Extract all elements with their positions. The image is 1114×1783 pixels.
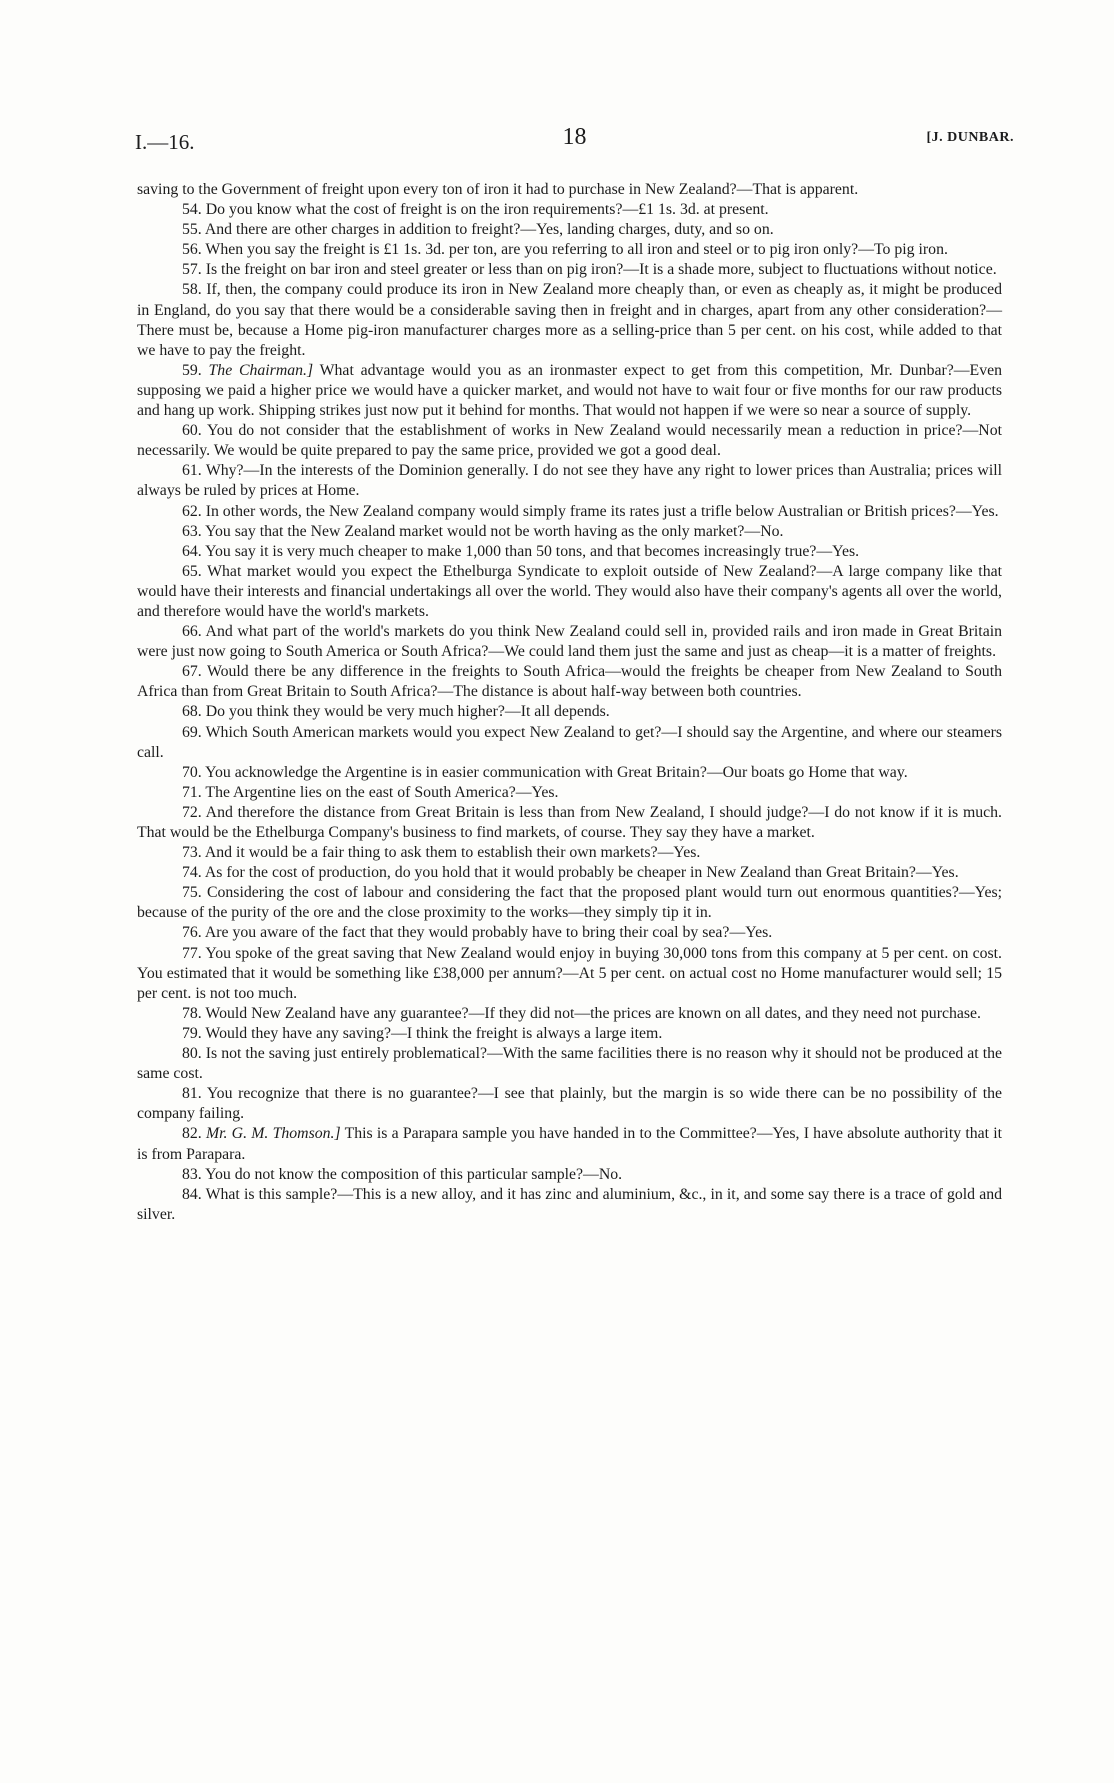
question-number: 56. (182, 241, 202, 259)
question-number: 61. (182, 462, 202, 480)
question-number: 54. (182, 201, 202, 219)
paragraph-text: And there are other charges in addition to freight?—Yes, landing charges, duty, and so on. (204, 221, 774, 239)
question-number: 76. (182, 924, 202, 942)
paragraph-text: Are you aware of the fact that they would probably have to bring their coal by sea?—Yes. (204, 924, 773, 942)
paragraph-text: You recognize that there is no guarantee?—I see that plainly, but the margin is so wide there can be no possibility of the company failing. (137, 1085, 1002, 1123)
paragraph-text: Is the freight on bar iron and steel greater or less than on pig iron?—It is a shade more, subject to fluctuations without notice. (205, 261, 997, 279)
transcript-paragraph (137, 522, 1002, 542)
transcript-paragraph (137, 562, 1002, 622)
transcript-paragraph (137, 883, 1002, 923)
transcript-paragraph (137, 723, 1002, 763)
transcript-paragraph (137, 662, 1002, 702)
question-number: 62. (182, 502, 202, 520)
page-header (135, 124, 1014, 160)
transcript-paragraph (137, 180, 1002, 200)
transcript-paragraph (137, 240, 1002, 260)
question-number: 78. (182, 1004, 202, 1022)
speaker-name: Mr. G. M. Thomson.] (205, 1125, 341, 1143)
question-number: 69. (182, 723, 202, 741)
paragraph-text: saving to the Government of freight upon every ton of iron it had to purchase in New Zealand?—That is apparent. (137, 181, 859, 198)
paragraph-text: When you say the freight is £1 1s. 3d. per ton, are you referring to all iron and steel or to pig iron only?—To pig iron. (205, 241, 948, 259)
transcript-paragraph (137, 260, 1002, 280)
paragraph-text: What is this sample?—This is a new alloy, and it has zinc and aluminium, &c., in it, and some say there is a trace of gold and silver. (137, 1185, 1002, 1223)
question-number: 75. (182, 884, 202, 902)
paragraph-text: Would there be any difference in the freights to South Africa—would the freights be cheaper from New Zealand to South Africa than from Great Britain to South Africa?—The distance is about half-way between both countries. (137, 663, 1002, 701)
question-number: 71. (182, 783, 202, 801)
transcript-paragraph (137, 461, 1002, 501)
question-number: 80. (182, 1045, 202, 1063)
paragraph-text: And therefore the distance from Great Britain is less than from New Zealand, I should judge?—I do not know if it is much. That would be the Ethelburga Company's business to find markets, of course. They say they have a market. (137, 803, 1002, 841)
question-number: 64. (182, 542, 202, 560)
transcript-paragraph (137, 220, 1002, 240)
question-number: 65. (182, 562, 202, 580)
transcript-paragraph (137, 542, 1002, 562)
transcript-paragraph (137, 1084, 1002, 1124)
paragraph-text: You do not consider that the establishment of works in New Zealand would necessarily mean a reduction in price?—Not necessarily. We would be quite prepared to pay the same price, provided we got a good deal. (137, 422, 1002, 460)
parliamentary-paper-code: I.—16. (135, 130, 195, 154)
question-number: 83. (182, 1165, 202, 1183)
question-number: 59. (182, 361, 202, 379)
question-number: 77. (182, 944, 202, 962)
paragraph-text: Do you think they would be very much higher?—It all depends. (205, 703, 610, 721)
question-number: 70. (182, 763, 202, 781)
paragraph-text: Would they have any saving?—I think the freight is always a large item. (205, 1024, 663, 1042)
question-number: 67. (182, 663, 202, 681)
page-number: 18 (562, 124, 587, 150)
question-number: 63. (182, 522, 202, 540)
transcript-paragraph (137, 1165, 1002, 1185)
transcript-paragraph (137, 1124, 1002, 1164)
transcript-paragraph (137, 803, 1002, 843)
question-number: 81. (182, 1085, 202, 1103)
paragraph-text: You say that the New Zealand market would not be worth having as the only market?—No. (205, 522, 784, 540)
paragraph-text: Is not the saving just entirely problematical?—With the same facilities there is no reason why it should not be produced at the same cost. (137, 1045, 1002, 1083)
transcript-paragraph (137, 763, 1002, 783)
transcript-paragraph (137, 783, 1002, 803)
paragraph-text: And what part of the world's markets do you think New Zealand could sell in, provided rails and iron made in Great Britain were just now going to South America or South Africa?—We could land them just the same and just as cheap—it is a matter of freights. (137, 623, 1002, 661)
question-number: 55. (182, 221, 202, 239)
transcript-paragraph (137, 1185, 1002, 1225)
paragraph-text: Which South American markets would you expect New Zealand to get?—I should say the Argentine, and where our steamers call. (137, 723, 1002, 761)
paragraph-text: In other words, the New Zealand company would simply frame its rates just a trifle below Australian or British prices?—Yes. (205, 502, 999, 520)
transcript-paragraph (137, 361, 1002, 421)
paragraph-text: You spoke of the great saving that New Zealand would enjoy in buying 30,000 tons from this company at 5 per cent. on cost. You estimated that it would be something like £38,000 per annum?—At 5 per cent. on actual cost no Home manufacturer would sell; 15 per cent. is not too much. (137, 944, 1002, 1002)
transcript-paragraph (137, 421, 1002, 461)
transcript-paragraph (137, 843, 1002, 863)
transcript-paragraph (137, 702, 1002, 722)
question-number: 82. (182, 1125, 202, 1143)
question-number: 79. (182, 1024, 202, 1042)
transcript-paragraph (137, 923, 1002, 943)
transcript-paragraph (137, 944, 1002, 1004)
question-number: 66. (182, 623, 202, 641)
witness-name: [J. DUNBAR. (926, 130, 1014, 145)
transcript-paragraph (137, 1004, 1002, 1024)
transcript-paragraph (137, 1024, 1002, 1044)
paragraph-text: You say it is very much cheaper to make 1,000 than 50 tons, and that becomes increasingly true?—Yes. (205, 542, 860, 560)
transcript-paragraph (137, 863, 1002, 883)
transcript-paragraph (137, 622, 1002, 662)
paragraph-text: Would New Zealand have any guarantee?—If they did not—the prices are known on all dates, and they need not purchase. (205, 1004, 981, 1022)
transcript-paragraph (137, 280, 1002, 360)
paragraph-text: You do not know the composition of this particular sample?—No. (205, 1165, 623, 1183)
question-number: 60. (182, 422, 202, 440)
question-number: 68. (182, 703, 202, 721)
paragraph-text: You acknowledge the Argentine is in easier communication with Great Britain?—Our boats go Home that way. (205, 763, 908, 781)
question-number: 72. (182, 803, 202, 821)
paragraph-text: Do you know what the cost of freight is on the iron requirements?—£1 1s. 3d. at present. (205, 201, 769, 219)
paragraph-text: Why?—In the interests of the Dominion generally. I do not see they have any right to lower prices than Australia; prices will always be ruled by prices at Home. (137, 462, 1002, 500)
paragraph-text: What market would you expect the Ethelburga Syndicate to exploit outside of New Zealand?—A large company like that would have their interests and financial undertakings all over the world. They would also have their company's agents all over the world, and therefore would have the world's markets. (137, 562, 1002, 620)
question-number: 58. (182, 281, 202, 299)
question-number: 57. (182, 261, 202, 279)
paragraph-text: As for the cost of production, do you hold that it would probably be cheaper in New Zealand than Great Britain?—Yes. (204, 864, 959, 882)
transcript-body (137, 180, 1002, 1225)
transcript-paragraph (137, 200, 1002, 220)
paragraph-text: And it would be a fair thing to ask them to establish their own markets?—Yes. (204, 844, 701, 862)
transcript-paragraph (137, 502, 1002, 522)
paragraph-text: The Argentine lies on the east of South America?—Yes. (205, 783, 559, 801)
question-number: 84. (182, 1185, 202, 1203)
speaker-name: The Chairman.] (208, 361, 314, 379)
paragraph-text: This is a Parapara sample you have handed in to the Committee?—Yes, I have absolute authority that it is from Parapara. (137, 1125, 1002, 1163)
paragraph-text: Considering the cost of labour and considering the fact that the proposed plant would turn out enormous quantities?—Yes; because of the purity of the ore and the close proximity to the works—they simply tip it in. (137, 884, 1002, 922)
paragraph-text: What advantage would you as an ironmaster expect to get from this competition, Mr. Dunbar?—Even supposing we paid a higher price we would have a quicker market, and would not have to wait four or five months for our raw products and hang up work. Shipping strikes just now put it behind for months. That would not happen if we were so near a source of supply. (137, 361, 1003, 420)
transcript-paragraph (137, 1044, 1002, 1084)
paragraph-text: If, then, the company could produce its iron in New Zealand more cheaply than, or even as cheaply as, it might be produced in England, do you say that there would be a considerable saving then in freight and in charges, apart from any other consideration?—There must be, because a Home pig-iron manufacturer charges more as a selling-price than 5 per cent. on his cost, while added to that we have to pay the freight. (137, 281, 1002, 359)
question-number: 73. (182, 844, 202, 862)
question-number: 74. (182, 864, 202, 882)
